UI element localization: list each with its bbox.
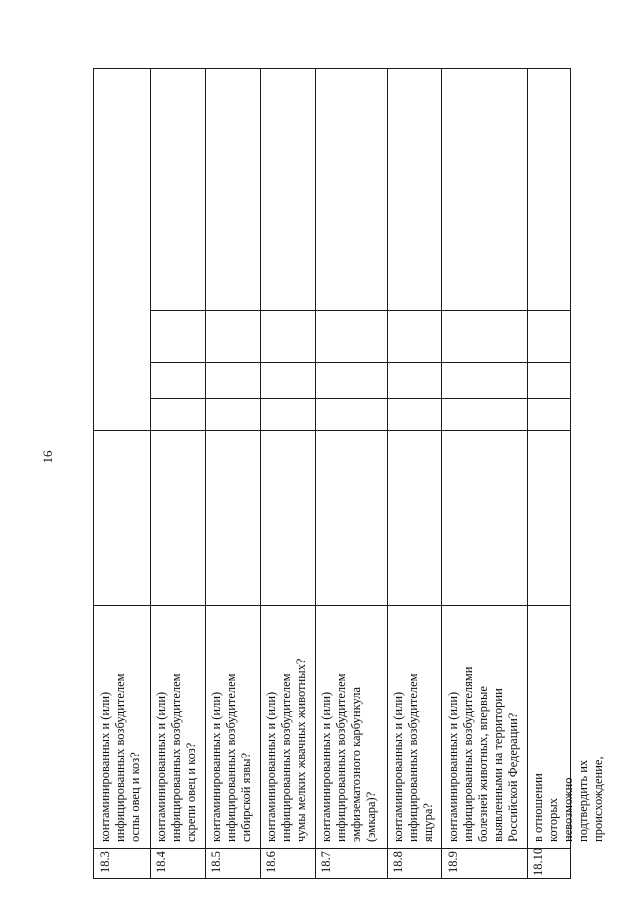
col-divider-no (150, 362, 571, 363)
row-number: 18.5 (209, 851, 223, 873)
page-number: 16 (40, 450, 55, 464)
row-divider (260, 68, 261, 879)
row-number: 18.4 (154, 851, 168, 873)
row-question-text: контаминированных и (или) инфицированных возбудителем оспы овец и коз? (98, 673, 142, 842)
col-divider-na (150, 310, 571, 311)
row-number: 18.8 (391, 851, 405, 873)
table-border-top (93, 68, 571, 69)
col-divider-legal (93, 430, 571, 431)
row-number: 18.7 (319, 851, 333, 873)
row-question-text: контаминированных и (или) инфицированных возбудителем ящура? (391, 673, 435, 842)
row-divider (441, 68, 442, 879)
row-question-text: контаминированных и (или) инфицированных возбудителями болезней животных, впервые выявленными на территории Российской Федерации? (446, 666, 520, 842)
row-divider (205, 68, 206, 879)
row-number: 18.6 (264, 851, 278, 873)
row-divider (150, 68, 151, 879)
row-number: 18.3 (98, 851, 112, 873)
row-number: 18.9 (446, 851, 460, 873)
col-divider-number (93, 848, 571, 849)
col-divider-question (93, 605, 571, 606)
row-divider (387, 68, 388, 879)
table-border-left (93, 68, 94, 879)
col-divider-yes (150, 398, 571, 399)
row-question-text: контаминированных и (или) инфицированных возбудителем скрепи овец и коз? (154, 673, 198, 842)
row-number: 18.10 (531, 847, 545, 876)
row-question-text: контаминированных и (или) инфицированных возбудителем чумы мелких жвачных животных? (264, 658, 308, 842)
row-divider (315, 68, 316, 879)
table-border-bottom (93, 878, 571, 879)
row-question-text: контаминированных и (или) инфицированных возбудителем сибирской язвы? (209, 673, 253, 842)
row-question-text: в отношении которых невозможно подтвердить их происхождение, (531, 756, 605, 842)
row-divider (527, 68, 528, 879)
row-question-text: контаминированных и (или) инфицированных возбудителем эмфизематозного карбункула (эмкара)? (319, 673, 378, 842)
